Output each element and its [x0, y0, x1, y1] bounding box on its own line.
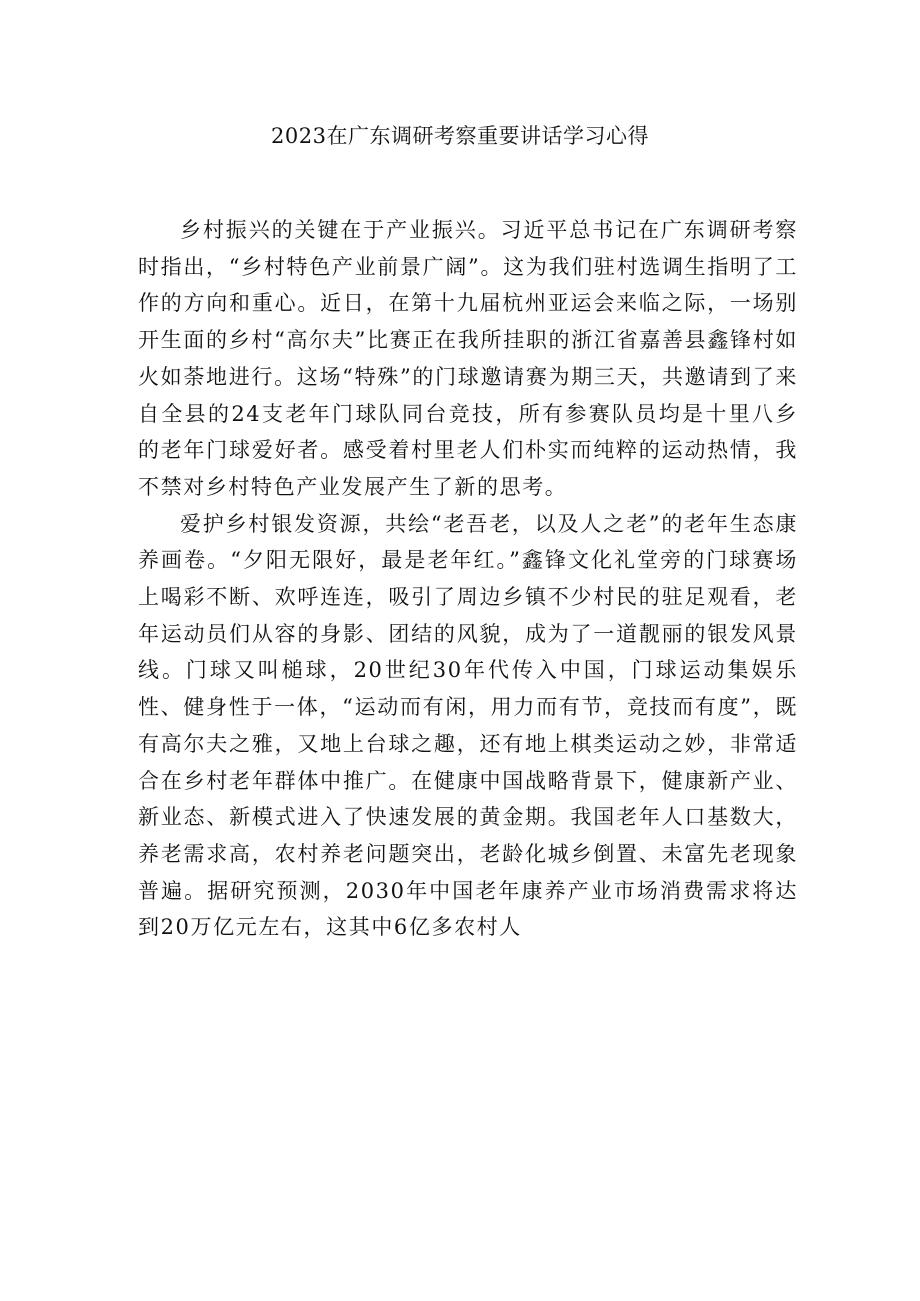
document-title: 2023在广东调研考察重要讲话学习心得 [271, 124, 649, 148]
paragraph-2: 爱护乡村银发资源，共绘“老吾老，以及人之老”的老年生态康养画卷。“夕阳无限好，最是老年红。”鑫锋文化礼堂旁的门球赛场上喝彩不断、欢呼连连，吸引了周边乡镇不少村民的驻足观看，老年运动员们从容的身影、团结的风貌，成为了一道靓丽的银发风景线。门球又叫槌球，20世纪30年代传入中国，门球运动集娱乐性、健身性于一体，“运动而有闲，用力而有节，竞技而有度”，既有高尔夫之雅，又地上台球之趣，还有地上棋类运动之妙，非常适合在乡村老年群体中推广。在健康中国战略背景下，健康新产业、新业态、新模式进入了快速发展的黄金期。我国老年人口基数大，养老需求高，农村养老问题突出，老龄化城乡倒置、未富先老现象普遍。据研究预测，2030年中国老年康养产业市场消费需求将达到20万亿元左右，这其中6亿多农村人 [138, 511, 798, 940]
paragraph-1: 乡村振兴的关键在于产业振兴。习近平总书记在广东调研考察时指出，“乡村特色产业前景广阔”。这为我们驻村选调生指明了工作的方向和重心。近日，在第十九届杭州亚运会来临之际，一场别开生面的乡村“高尔夫”比赛正在我所挂职的浙江省嘉善县鑫锋村如火如荼地进行。这场“特殊”的门球邀请赛为期三天，共邀请到了来自全县的24支老年门球队同台竞技，所有参赛队员均是十里八乡的老年门球爱好者。感受着村里老人们朴实而纯粹的运动热情，我不禁对乡村特色产业发展产生了新的思考。 [138, 218, 798, 499]
document-body [138, 212, 798, 946]
